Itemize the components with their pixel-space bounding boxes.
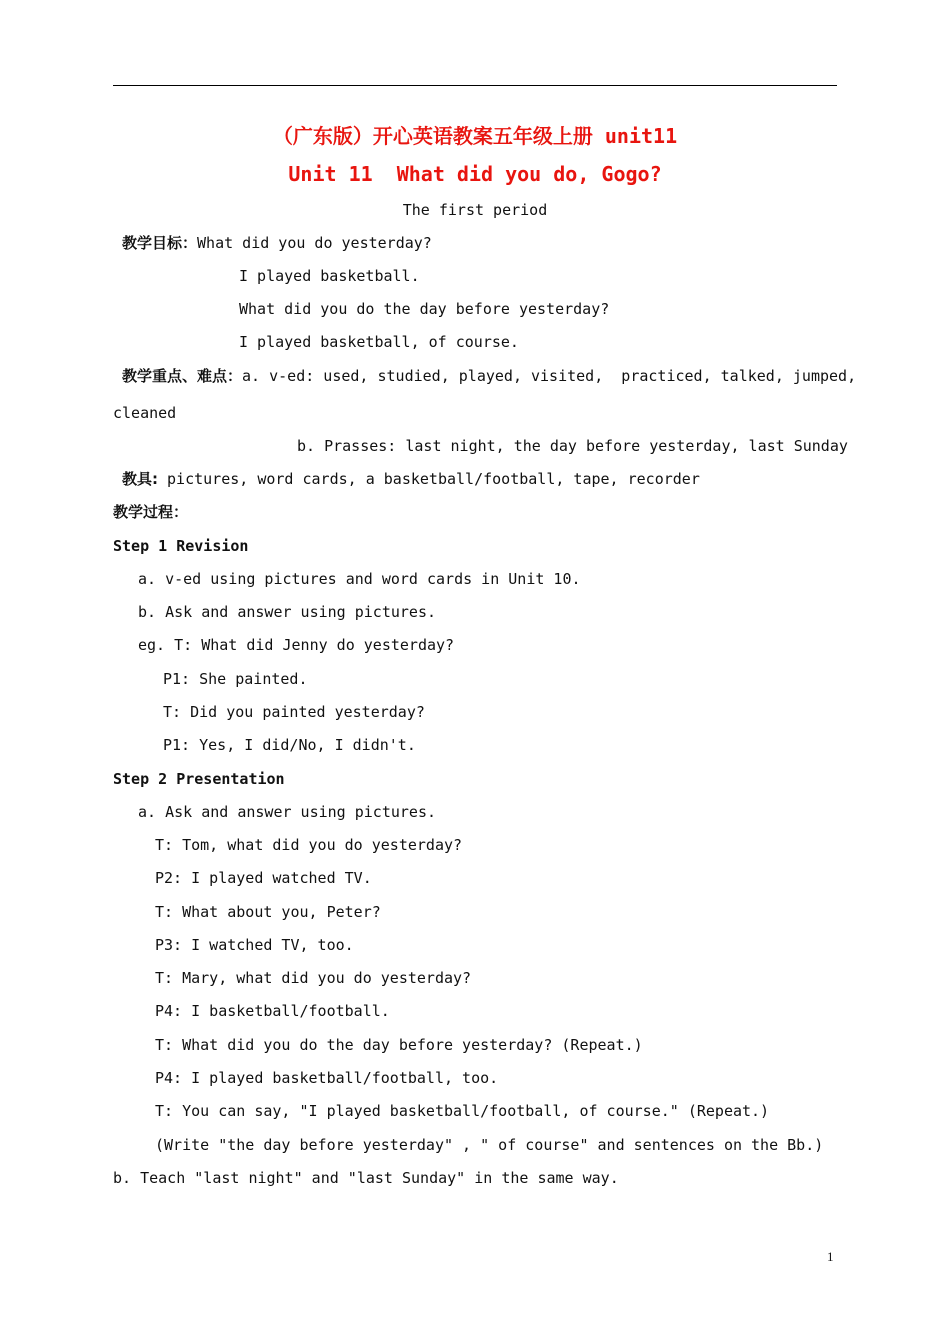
aids-text: pictures, word cards, a basketball/football, tape, recorder xyxy=(158,470,700,488)
key-points-a-continued: cleaned xyxy=(113,404,177,422)
step2-dialogue-9: T: You can say, "I played basketball/football, of course." (Repeat.) xyxy=(155,1102,770,1120)
objective-text-2: I played basketball. xyxy=(239,267,420,285)
key-points-a: a. v-ed: used, studied, played, visited, practiced, talked, jumped, xyxy=(242,367,857,385)
objective-text-1: What did you do yesterday? xyxy=(197,234,432,252)
objectives-line-1 xyxy=(122,233,432,253)
period-subtitle: The first period xyxy=(402,201,548,219)
step2-dialogue-4: P3: I watched TV, too. xyxy=(155,936,354,954)
document-title-cn: （广东版）开心英语教案五年级上册 unit11 xyxy=(272,124,678,148)
step1-heading: Step 1 Revision xyxy=(113,537,249,555)
step2-dialogue-8: P4: I played basketball/football, too. xyxy=(155,1069,499,1087)
step1-line-b: b. Ask and answer using pictures. xyxy=(138,603,437,621)
step1-line-a: a. v-ed using pictures and word cards in Unit 10. xyxy=(138,570,581,588)
objective-text-3: What did you do the day before yesterday? xyxy=(239,300,610,318)
key-points-b: b. Prasses: last night, the day before yesterday, last Sunday xyxy=(297,437,848,455)
step2-board-note: (Write "the day before yesterday" , " of course" and sentences on the Bb.) xyxy=(155,1136,824,1154)
page-number: 1 xyxy=(827,1249,834,1264)
header-rule xyxy=(113,85,837,86)
process-label: 教学过程： xyxy=(113,503,189,521)
step2-heading: Step 2 Presentation xyxy=(113,770,285,788)
aids-label: 教具: xyxy=(122,470,158,488)
step1-dialogue-3: P1: Yes, I did/No, I didn't. xyxy=(163,736,416,754)
key-points-line xyxy=(122,366,856,386)
step1-dialogue-1: P1: She painted. xyxy=(163,670,308,688)
step2-dialogue-1: T: Tom, what did you do yesterday? xyxy=(155,836,463,854)
document-title-en: Unit 11 What did you do, Gogo? xyxy=(288,162,662,186)
aids-line xyxy=(122,469,700,489)
objectives-label: 教学目标： xyxy=(122,234,198,252)
objective-text-4: I played basketball, of course. xyxy=(239,333,519,351)
key-points-label: 教学重点、难点： xyxy=(122,367,243,385)
step1-dialogue-2: T: Did you painted yesterday? xyxy=(163,703,425,721)
step2-dialogue-2: P2: I played watched TV. xyxy=(155,869,372,887)
step2-line-a: a. Ask and answer using pictures. xyxy=(138,803,437,821)
step2-dialogue-3: T: What about you, Peter? xyxy=(155,903,381,921)
step2-dialogue-6: P4: I basketball/football. xyxy=(155,1002,390,1020)
step1-example: eg. T: What did Jenny do yesterday? xyxy=(138,636,455,654)
step2-dialogue-7: T: What did you do the day before yesterday? (Repeat.) xyxy=(155,1036,643,1054)
step2-line-b: b. Teach "last night" and "last Sunday" in the same way. xyxy=(113,1169,619,1187)
step2-dialogue-5: T: Mary, what did you do yesterday? xyxy=(155,969,472,987)
